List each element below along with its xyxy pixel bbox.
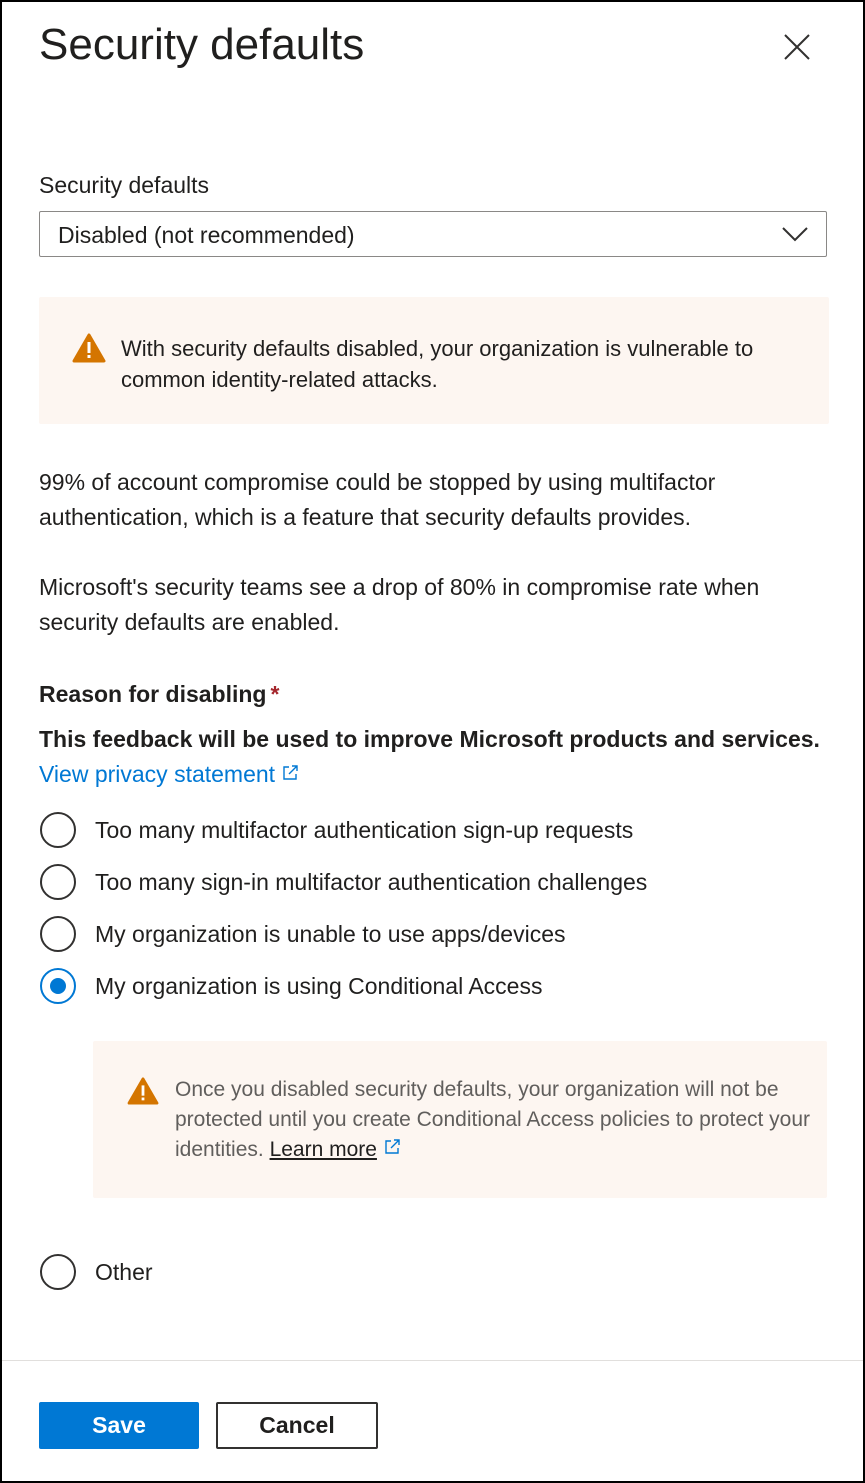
save-button[interactable]: Save xyxy=(39,1402,199,1449)
cancel-button[interactable]: Cancel xyxy=(216,1402,378,1449)
info-paragraph-2: Microsoft's security teams see a drop of 80% in compromise rate when security defaults are enabled. xyxy=(39,574,760,635)
radio-option[interactable]: My organization is unable to use apps/devices xyxy=(40,916,566,952)
close-icon xyxy=(782,32,812,62)
radio-circle[interactable] xyxy=(40,968,76,1004)
radio-circle[interactable] xyxy=(40,812,76,848)
info-paragraph-1: 99% of account compromise could be stopped by using multifactor authentication, which is a feature that security defaults provides. xyxy=(39,469,716,530)
conditional-access-warning xyxy=(93,1041,827,1198)
feedback-text: This feedback will be used to improve Microsoft products and services. View privacy statement xyxy=(39,726,820,787)
required-marker: * xyxy=(270,681,280,707)
radio-option[interactable]: Other xyxy=(40,1254,153,1290)
external-link-icon xyxy=(383,1138,401,1156)
radio-circle[interactable] xyxy=(40,864,76,900)
page-title: Security defaults xyxy=(39,20,365,69)
chevron-down-icon xyxy=(782,226,808,242)
close-button[interactable] xyxy=(782,32,812,62)
external-link-icon xyxy=(281,764,299,782)
warning-message xyxy=(39,297,829,424)
warning-icon xyxy=(72,333,106,363)
warning-text: With security defaults disabled, your organization is vulnerable to common identity-related attacks. xyxy=(121,336,754,392)
radio-option-selected[interactable]: My organization is using Conditional Access xyxy=(40,968,542,1004)
ca-warning-text: Once you disabled security defaults, your organization will not be protected until you create Conditional Access policies to protect your identities. Learn more xyxy=(175,1078,811,1161)
radio-option[interactable]: Too many multifactor authentication sign-up requests xyxy=(40,812,633,848)
security-defaults-label: Security defaults xyxy=(39,172,210,198)
radio-circle[interactable] xyxy=(40,1254,76,1290)
dropdown-value: Disabled (not recommended) xyxy=(58,222,355,248)
footer-divider xyxy=(2,1360,863,1361)
security-defaults-dropdown[interactable] xyxy=(39,211,827,257)
reason-label: Reason for disabling * xyxy=(39,681,280,707)
radio-circle[interactable] xyxy=(40,916,76,952)
warning-icon xyxy=(127,1077,159,1105)
learn-more-link[interactable]: Learn more xyxy=(269,1138,377,1161)
privacy-link[interactable]: View privacy statement xyxy=(39,761,299,787)
radio-option[interactable]: Too many sign-in multifactor authentication challenges xyxy=(40,864,647,900)
